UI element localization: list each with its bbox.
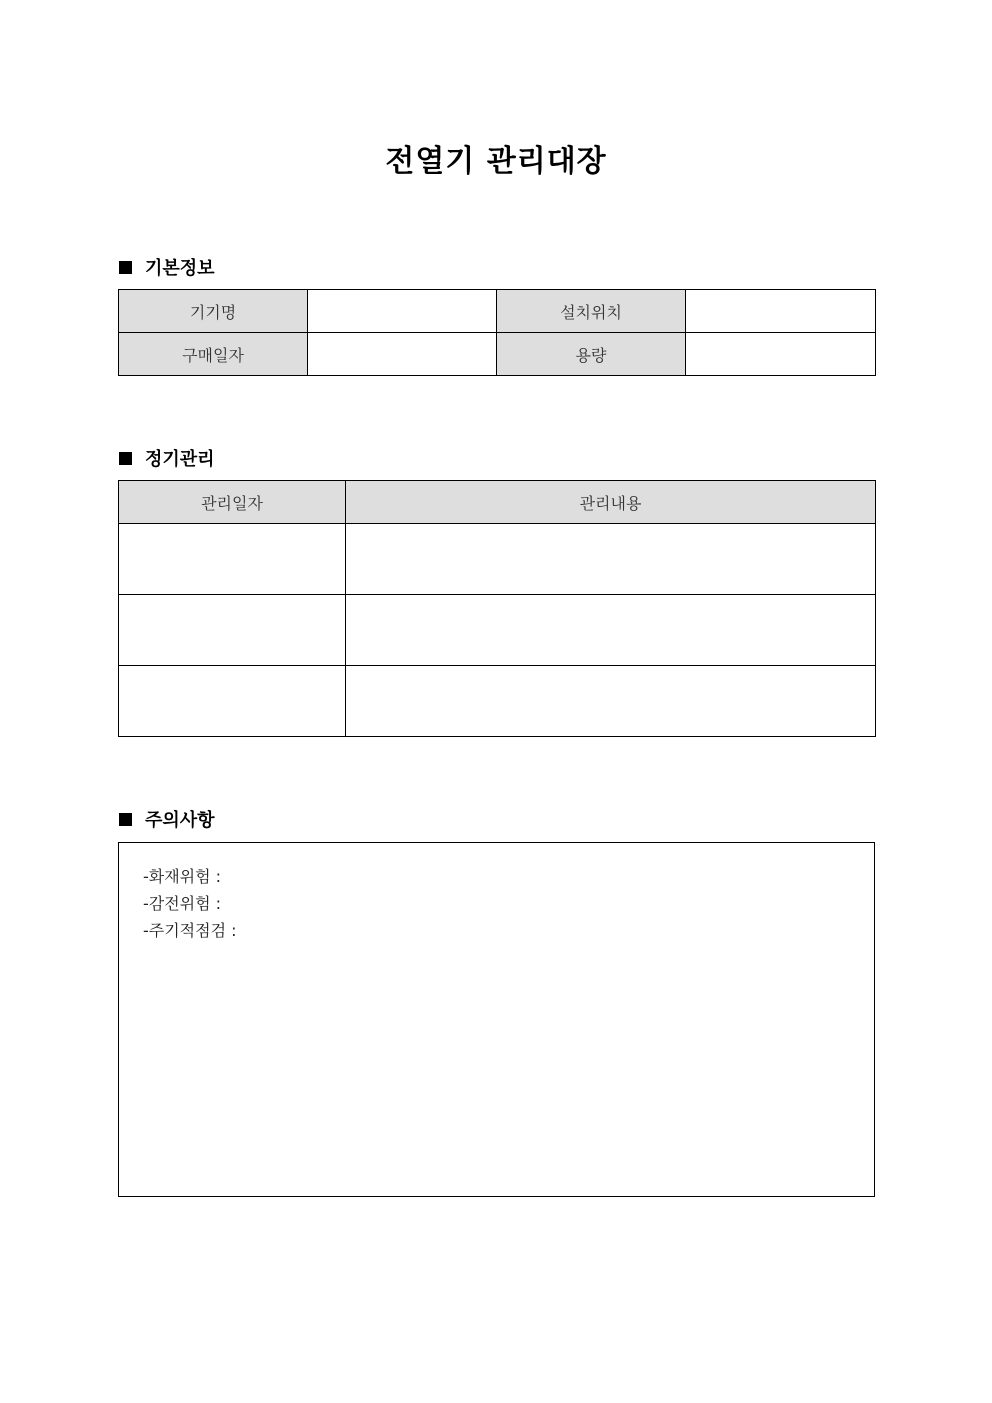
management-content-cell[interactable] bbox=[346, 595, 876, 666]
table-row bbox=[119, 595, 876, 666]
section-heading-regular bbox=[119, 445, 215, 471]
section-heading-label: 주의사항 bbox=[145, 810, 215, 831]
table-row bbox=[119, 333, 876, 376]
column-header-content: 관리내용 bbox=[346, 481, 876, 524]
table-header-row bbox=[119, 481, 876, 524]
management-date-cell[interactable] bbox=[119, 666, 346, 737]
column-header-date: 관리일자 bbox=[119, 481, 346, 524]
page-title: 전열기 관리대장 bbox=[385, 144, 607, 179]
note-fire-hazard: -화재위험 : bbox=[143, 867, 222, 886]
regular-management-table bbox=[118, 480, 876, 737]
square-bullet-icon bbox=[119, 813, 132, 826]
management-content-cell[interactable] bbox=[346, 666, 876, 737]
section-heading-basic bbox=[119, 254, 215, 280]
table-row bbox=[119, 290, 876, 333]
note-shock-hazard: -감전위험 : bbox=[143, 894, 222, 913]
note-periodic-inspection: -주기적점검 : bbox=[143, 921, 237, 940]
purchase-date-label: 구매일자 bbox=[119, 333, 308, 376]
square-bullet-icon bbox=[119, 261, 132, 274]
notes-box[interactable] bbox=[118, 842, 875, 1197]
location-label: 설치위치 bbox=[497, 290, 686, 333]
capacity-label: 용량 bbox=[497, 333, 686, 376]
management-content-cell[interactable] bbox=[346, 524, 876, 595]
basic-info-table bbox=[118, 289, 876, 376]
table-row bbox=[119, 524, 876, 595]
location-field[interactable] bbox=[686, 290, 876, 333]
management-date-cell[interactable] bbox=[119, 524, 346, 595]
management-date-cell[interactable] bbox=[119, 595, 346, 666]
purchase-date-field[interactable] bbox=[308, 333, 497, 376]
square-bullet-icon bbox=[119, 452, 132, 465]
table-row bbox=[119, 666, 876, 737]
device-name-field[interactable] bbox=[308, 290, 497, 333]
section-heading-notes bbox=[119, 806, 215, 832]
device-name-label: 기기명 bbox=[119, 290, 308, 333]
section-heading-label: 기본정보 bbox=[145, 258, 215, 279]
capacity-field[interactable] bbox=[686, 333, 876, 376]
section-heading-label: 정기관리 bbox=[145, 449, 215, 470]
